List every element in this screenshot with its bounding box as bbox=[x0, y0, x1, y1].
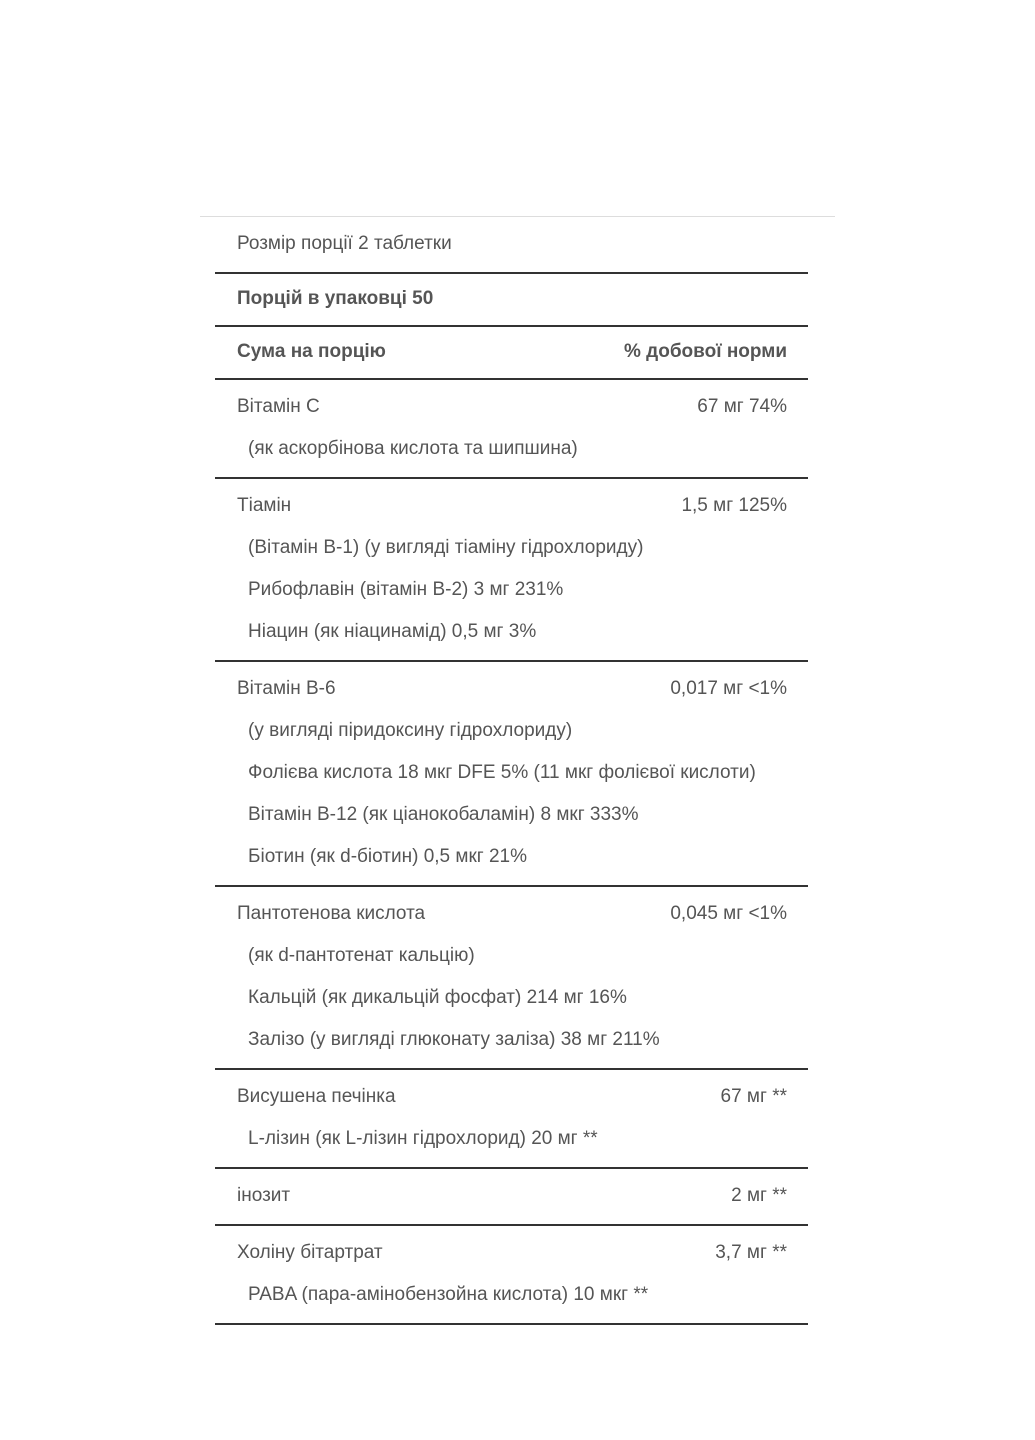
nutrient-sub-text: Залізо (у вигляді глюконату заліза) 38 мг 211% bbox=[248, 1029, 660, 1050]
servings-per-container-text: Порцій в упаковці 50 bbox=[237, 288, 434, 309]
nutrient-sub-text: (у вигляді піридоксину гідрохлориду) bbox=[248, 720, 573, 741]
nutrient-sub-text: (Вітамін B-1) (у вигляді тіаміну гідрохлориду) bbox=[248, 537, 644, 558]
nutrient-sub-text: (як d-пантотенат кальцію) bbox=[248, 945, 475, 966]
nutrient-group bbox=[215, 380, 808, 479]
nutrient-name: Тіамін bbox=[237, 495, 292, 516]
nutrient-group bbox=[215, 1169, 808, 1226]
amount-per-serving-label: Сума на порцію bbox=[237, 341, 386, 362]
nutrient-sub-text: PABA (пара-амінобензойна кислота) 10 мкг ** bbox=[248, 1284, 649, 1305]
nutrient-main-row bbox=[215, 1175, 808, 1217]
nutrient-sub-text: (як аскорбінова кислота та шипшина) bbox=[248, 438, 578, 459]
nutrient-sub-row bbox=[215, 1118, 808, 1160]
nutrient-amount: 3,7 мг ** bbox=[715, 1242, 787, 1263]
nutrient-sub-text: Фолієва кислота 18 мкг DFE 5% (11 мкг фолієвої кислоти) bbox=[248, 762, 756, 783]
nutrient-sub-row bbox=[215, 752, 808, 794]
daily-value-label: % добової норми bbox=[623, 341, 787, 362]
nutrient-sub-row bbox=[215, 1019, 808, 1061]
nutrient-group bbox=[215, 887, 808, 1070]
nutrient-sub-text: Кальцій (як дикальцій фосфат) 214 мг 16% bbox=[248, 987, 627, 1008]
nutrient-name: Вітамін C bbox=[237, 396, 320, 417]
nutrient-group bbox=[215, 1070, 808, 1169]
nutrient-main-row bbox=[215, 1232, 808, 1274]
nutrient-sub-row bbox=[215, 836, 808, 878]
nutrient-sub-row bbox=[215, 794, 808, 836]
nutrient-sub-text: Вітамін B-12 (як ціанокобаламін) 8 мкг 333% bbox=[248, 804, 639, 825]
servings-per-container-row bbox=[215, 280, 808, 318]
nutrient-sub-text: Ніацин (як ніацинамід) 0,5 мг 3% bbox=[248, 621, 537, 642]
nutrient-sub-row bbox=[215, 935, 808, 977]
nutrient-name: інозит bbox=[237, 1185, 291, 1206]
nutrient-sub-row bbox=[215, 569, 808, 611]
serving-size-text: Розмір порції 2 таблетки bbox=[237, 233, 452, 254]
nutrient-sub-row bbox=[215, 977, 808, 1019]
servings-per-container-block bbox=[215, 274, 808, 327]
column-header-row bbox=[215, 333, 808, 371]
nutrient-groups bbox=[215, 380, 808, 1325]
nutrient-amount: 0,045 мг <1% bbox=[670, 903, 787, 924]
nutrient-amount: 67 мг ** bbox=[720, 1086, 787, 1107]
nutrient-main-row bbox=[215, 668, 808, 710]
nutrient-main-row bbox=[215, 485, 808, 527]
nutrient-group bbox=[215, 662, 808, 887]
nutrient-sub-row bbox=[215, 710, 808, 752]
nutrient-sub-text: Рибофлавін (вітамін B-2) 3 мг 231% bbox=[248, 579, 564, 600]
column-header-block bbox=[215, 327, 808, 380]
nutrient-amount: 67 мг 74% bbox=[697, 396, 787, 417]
nutrient-group bbox=[215, 479, 808, 662]
nutrient-amount: 0,017 мг <1% bbox=[670, 678, 787, 699]
nutrient-name: Холіну бітартрат bbox=[237, 1242, 383, 1263]
nutrient-name: Вітамін B-6 bbox=[237, 678, 336, 699]
nutrient-main-row bbox=[215, 1076, 808, 1118]
nutrient-name: Висушена печінка bbox=[237, 1086, 396, 1107]
nutrient-sub-text: Біотин (як d-біотин) 0,5 мкг 21% bbox=[248, 846, 527, 867]
nutrient-sub-row bbox=[215, 428, 808, 470]
nutrient-amount: 2 мг ** bbox=[731, 1185, 787, 1206]
nutrient-sub-row bbox=[215, 527, 808, 569]
nutrient-sub-row bbox=[215, 1274, 808, 1316]
serving-size-row bbox=[215, 223, 808, 265]
supplement-facts-panel bbox=[215, 217, 808, 1325]
nutrient-group bbox=[215, 1226, 808, 1325]
serving-size-block bbox=[215, 217, 808, 274]
nutrient-amount: 1,5 мг 125% bbox=[681, 495, 787, 516]
nutrient-main-row bbox=[215, 893, 808, 935]
nutrient-main-row bbox=[215, 386, 808, 428]
nutrient-sub-row bbox=[215, 611, 808, 653]
nutrient-name: Пантотенова кислота bbox=[237, 903, 426, 924]
nutrient-sub-text: L-лізин (як L-лізин гідрохлорид) 20 мг ** bbox=[248, 1128, 598, 1149]
